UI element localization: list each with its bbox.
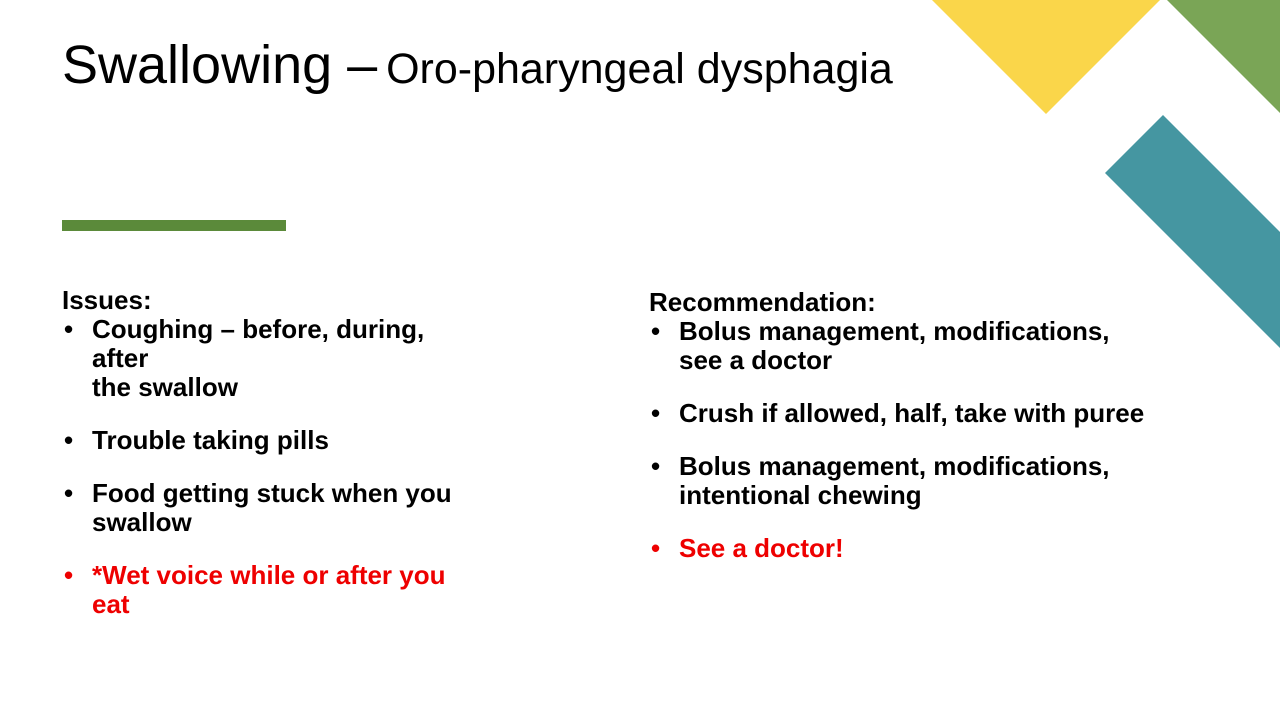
recommendation-item-food-stuck: • Bolus management, modifications, intentional chewing — [649, 452, 1149, 510]
recommendation-column — [649, 288, 1149, 587]
recommendation-heading: Recommendation: — [649, 287, 876, 317]
recommendation-list — [649, 317, 1149, 563]
issue-item-wet-voice: • *Wet voice while or after you eat — [62, 561, 482, 619]
yellow-triangle-shape — [932, 0, 1160, 114]
accent-bar — [62, 220, 286, 231]
issue-item-food-stuck: • Food getting stuck when you swallow — [62, 479, 482, 537]
recommendation-item-coughing: • Bolus management, modifications, see a doctor — [649, 317, 1149, 375]
recommendation-item-pills: • Crush if allowed, half, take with puree — [649, 399, 1149, 428]
issues-column — [62, 286, 482, 643]
issues-list — [62, 315, 482, 619]
issue-item-pills: • Trouble taking pills — [62, 426, 482, 455]
slide-title-main: Swallowing – — [62, 35, 378, 95]
issue-item-coughing: • Coughing – before, during, after the swallow — [62, 315, 482, 402]
green-triangle-shape — [1167, 0, 1280, 113]
slide-title — [62, 34, 893, 96]
issues-heading: Issues: — [62, 285, 152, 315]
recommendation-item-see-doctor: • See a doctor! — [649, 534, 1149, 563]
slide-title-sub: Oro-pharyngeal dysphagia — [386, 45, 893, 93]
